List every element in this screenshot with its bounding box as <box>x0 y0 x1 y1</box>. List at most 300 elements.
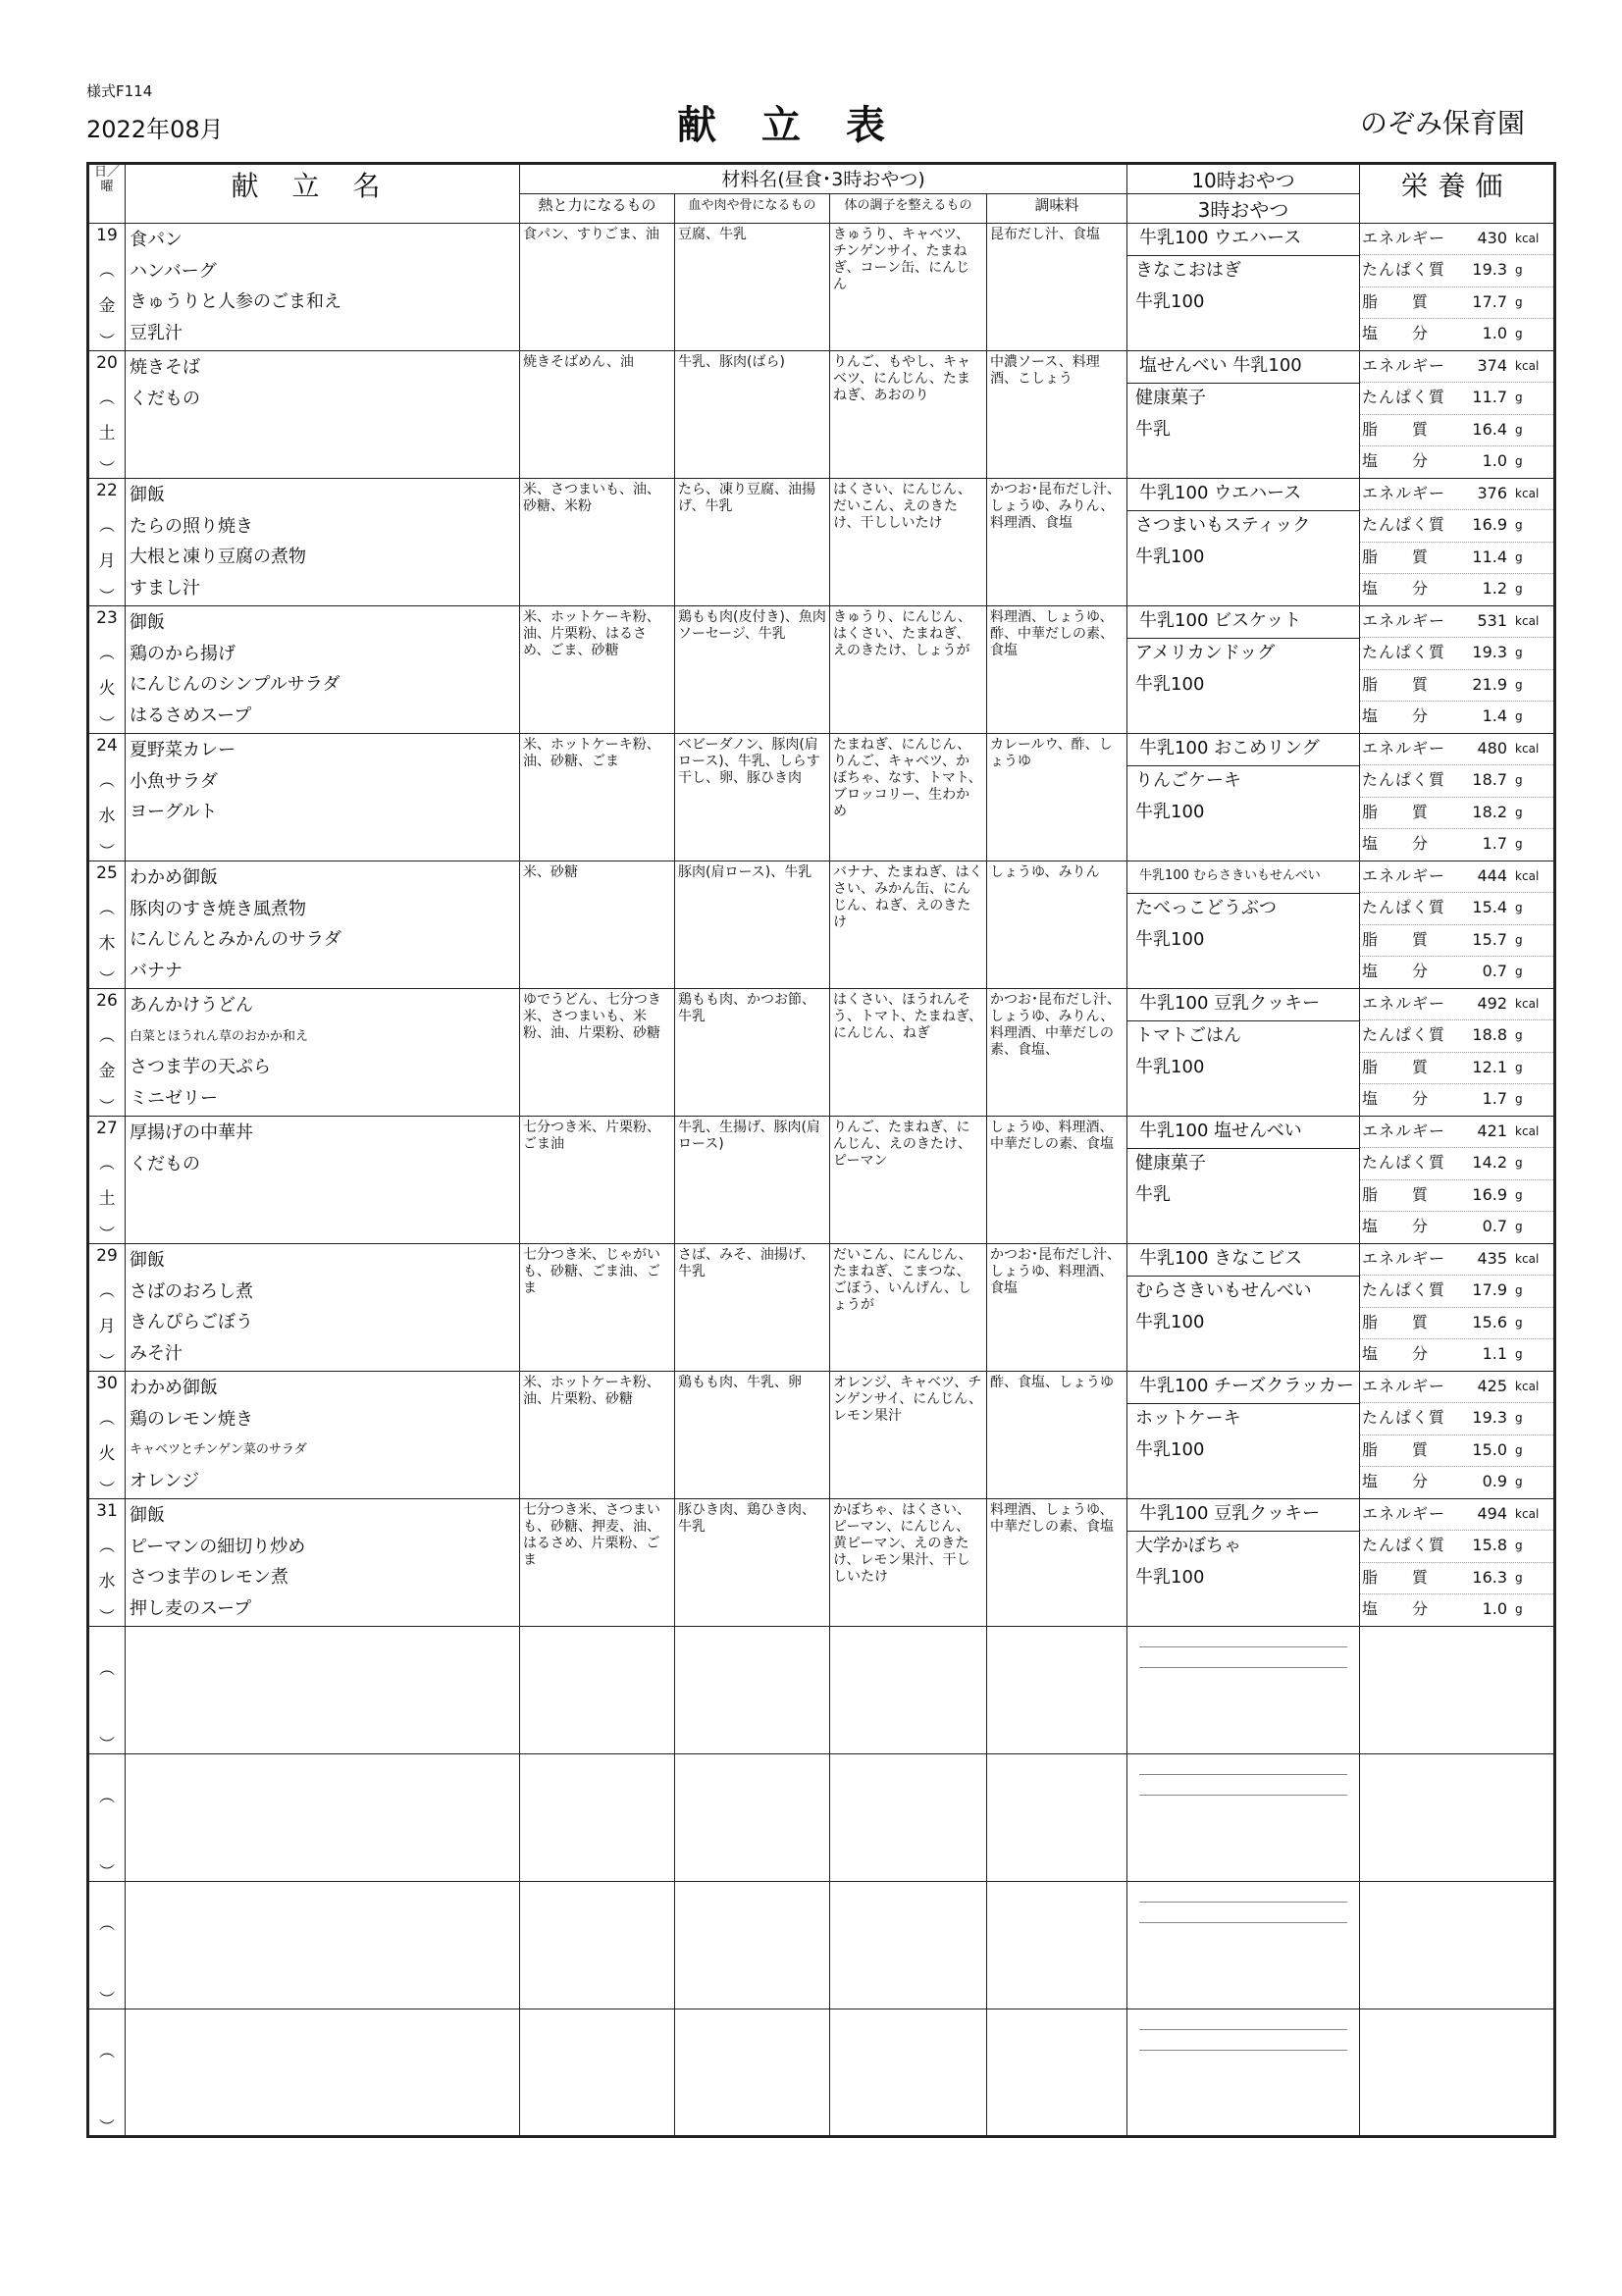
dish-list <box>126 1372 519 1497</box>
g-unit: g <box>1515 1315 1523 1330</box>
day-weekday: 水 <box>98 1572 116 1592</box>
seasonings: 料理酒、しょうゆ、酢、中華だしの素、食塩 <box>990 609 1114 658</box>
energy-value: 425 <box>1477 1377 1508 1395</box>
energy-value: 494 <box>1477 1504 1508 1523</box>
snack-10am: 牛乳100 塩せんべい <box>1127 1117 1359 1149</box>
paren-close: ︶ <box>98 2116 115 2136</box>
blood-foods: 鶏もも肉(皮付き)、魚肉ソーセージ、牛乳 <box>678 609 826 642</box>
snack-cell <box>1127 479 1359 604</box>
snack-3pm-drink: 牛乳100 <box>1135 1566 1205 1588</box>
protein-label: たんぱく質 <box>1362 770 1446 790</box>
page-title: 献立表 <box>677 103 930 148</box>
salt-label: 塩 分 <box>1362 450 1430 470</box>
day-date: 24 <box>96 736 118 756</box>
empty-snack-cell <box>1127 1882 1359 2008</box>
protein-value: 16.9 <box>1472 515 1508 535</box>
kcal-unit: kcal <box>1515 997 1540 1011</box>
dish-name: 焼きそば <box>130 357 200 378</box>
snack-3pm: きなこおはぎ <box>1135 259 1242 281</box>
dish-name: きゅうりと人参のごま和え <box>130 291 341 312</box>
body-foods: オレンジ、キャベツ、チンゲンサイ、にんじん、レモン果汁 <box>833 1375 983 1424</box>
paren-close: ︶ <box>98 1097 115 1116</box>
salt-label: 塩 分 <box>1362 1598 1430 1618</box>
paren-close: ︶ <box>98 969 115 988</box>
salt-label: 塩 分 <box>1362 1343 1430 1363</box>
energy-value: 480 <box>1477 739 1508 757</box>
blood-foods: 豆腐、牛乳 <box>678 227 747 242</box>
fat-value: 18.2 <box>1472 802 1508 821</box>
day-weekday: 水 <box>98 807 116 826</box>
day-date: 31 <box>96 1501 118 1521</box>
g-unit: g <box>1515 805 1523 819</box>
blood-foods: 鶏もも肉、かつお節、牛乳 <box>678 992 815 1024</box>
dish-name: ピーマンの細切り炒め <box>130 1536 306 1557</box>
nutrition-cell <box>1360 224 1553 349</box>
seasonings: かつお･昆布だし汁、しょうゆ、みりん、料理酒、中華だしの素、食塩、 <box>990 992 1121 1058</box>
snack-10am: 牛乳100 おこめリング <box>1127 734 1359 766</box>
header-menu-name: 献立名 <box>126 164 520 224</box>
snack-3pm: アメリカンドッグ <box>1135 642 1276 663</box>
body-foods: きゅうり、にんじん、はくさい、たまねぎ、えのきたけ、しょうが <box>833 609 971 658</box>
protein-label: たんぱく質 <box>1362 1025 1446 1045</box>
body-foods: りんご、もやし、キャベツ、にんじん、たまねぎ、あおのり <box>833 354 970 403</box>
energy-foods: 七分つき米、さつまいも、砂糖、押麦、油、はるさめ、片栗粉、ごま <box>523 1502 660 1568</box>
dish-list <box>126 861 519 987</box>
dish-name: オレンジ <box>130 1470 200 1491</box>
kcal-unit: kcal <box>1515 869 1540 883</box>
blood-foods: たら、凍り豆腐、油揚げ、牛乳 <box>678 482 815 514</box>
empty-snack-cell <box>1127 1627 1359 1752</box>
g-unit: g <box>1515 1091 1523 1106</box>
day-row <box>88 351 1555 479</box>
snack-cell <box>1127 989 1359 1115</box>
nutrition-cell <box>1360 351 1553 477</box>
kcal-unit: kcal <box>1515 1507 1540 1521</box>
day-weekday: 月 <box>98 551 116 571</box>
protein-label: たんぱく質 <box>1362 1536 1446 1555</box>
paren-open: ︵ <box>98 1281 115 1300</box>
energy-label: エネルギー <box>1362 994 1446 1013</box>
snack-3pm: ホットケーキ <box>1135 1407 1241 1429</box>
day-row <box>88 861 1555 989</box>
day-date: 26 <box>96 991 118 1011</box>
snack-10am: 牛乳100 豆乳クッキー <box>1127 989 1359 1021</box>
day-row <box>88 989 1555 1117</box>
protein-value: 18.7 <box>1472 770 1508 790</box>
snack-3pm-drink: 牛乳100 <box>1135 1438 1205 1460</box>
snack-3pm-drink: 牛乳100 <box>1135 928 1205 950</box>
energy-foods: 米、ホットケーキ粉、油、片栗粉、はるさめ、ごま、砂糖 <box>523 609 660 658</box>
salt-label: 塩 分 <box>1362 705 1430 725</box>
dish-name: バナナ <box>130 960 183 981</box>
snack-3pm-drink: 牛乳100 <box>1135 1311 1205 1332</box>
dish-name <box>130 829 519 861</box>
dish-name <box>130 446 519 478</box>
snack-3pm-drink: 牛乳100 <box>1135 1056 1205 1077</box>
energy-foods: 食パン、すりごま、油 <box>523 227 659 242</box>
energy-label: エネルギー <box>1362 1504 1446 1523</box>
empty-row <box>88 1754 1555 1882</box>
snack-3pm: 大学かぼちゃ <box>1135 1535 1242 1556</box>
seasonings: かつお･昆布だし汁、しょうゆ、料理酒、食塩 <box>990 1247 1121 1296</box>
menu-table <box>86 162 1556 2138</box>
snack-3pm-drink: 牛乳100 <box>1135 801 1205 822</box>
dish-list <box>126 1244 519 1370</box>
g-unit: g <box>1515 646 1523 660</box>
paren-close: ︶ <box>98 1989 115 2009</box>
fat-label: 脂 質 <box>1362 419 1430 439</box>
snack-10am: 牛乳100 チーズクラッカー <box>1127 1372 1359 1404</box>
dish-name: 押し麦のスープ <box>130 1597 252 1619</box>
header-seasoning: 調味料 <box>987 194 1127 224</box>
fat-label: 脂 質 <box>1362 1057 1430 1076</box>
energy-label: エネルギー <box>1362 611 1446 630</box>
dish-name: 厚揚げの中華丼 <box>130 1122 253 1143</box>
nutrition-cell <box>1360 1372 1553 1497</box>
day-row <box>88 1372 1555 1499</box>
protein-value: 15.4 <box>1472 898 1508 917</box>
g-unit: g <box>1515 1028 1523 1043</box>
protein-label: たんぱく質 <box>1362 898 1446 917</box>
body-foods: かぼちゃ、はくさい、ピーマン、にんじん、黄ピーマン、えのきたけ、レモン果汁、干ししいたけ <box>833 1502 970 1585</box>
paren-close: ︶ <box>98 332 115 350</box>
day-row <box>88 224 1555 351</box>
salt-label: 塩 分 <box>1362 833 1430 853</box>
paren-open: ︵ <box>98 644 115 662</box>
body-foods: りんご、たまねぎ、にんじん、えのきたけ、ピーマン <box>833 1120 971 1169</box>
g-unit: g <box>1515 677 1523 692</box>
salt-value: 0.7 <box>1482 1216 1508 1235</box>
day-weekday: 土 <box>98 1189 116 1209</box>
g-unit: g <box>1515 263 1523 278</box>
fat-value: 16.3 <box>1472 1567 1508 1587</box>
protein-value: 17.9 <box>1472 1280 1508 1300</box>
g-unit: g <box>1515 1442 1523 1457</box>
dish-name: くだもの <box>130 388 200 409</box>
energy-value: 421 <box>1477 1122 1508 1140</box>
g-unit: g <box>1515 1346 1523 1361</box>
energy-label: エネルギー <box>1362 1249 1446 1268</box>
blood-foods: 豚ひき肉、鶏ひき肉、牛乳 <box>678 1502 815 1535</box>
dish-name: ヨーグルト <box>130 802 218 822</box>
dish-name: 御飯 <box>130 485 165 505</box>
snack-3pm: りんごケーキ <box>1135 769 1242 791</box>
protein-value: 19.3 <box>1472 643 1508 662</box>
energy-label: エネルギー <box>1362 1377 1446 1395</box>
day-weekday: 金 <box>98 1062 116 1081</box>
day-weekday: 火 <box>98 679 116 699</box>
empty-row <box>88 1882 1555 2009</box>
energy-label: エネルギー <box>1362 229 1446 247</box>
day-date: 19 <box>96 226 118 245</box>
snack-cell <box>1127 351 1359 477</box>
paren-open: ︵ <box>98 1026 115 1045</box>
energy-value: 444 <box>1477 866 1508 885</box>
paren-open: ︵ <box>98 771 115 790</box>
energy-foods: 七分つき米、じゃがいも、砂糖、ごま油、ごま <box>523 1247 660 1296</box>
fat-value: 21.9 <box>1472 674 1508 694</box>
dish-list <box>126 1499 519 1625</box>
dish-name: あんかけうどん <box>130 995 253 1016</box>
body-foods: たまねぎ、にんじん、りんご、キャベツ、かぼちゃ、なす、トマト、ブロッコリー、生わかめ <box>833 737 982 819</box>
snack-10am: 牛乳100 ウエハース <box>1127 224 1359 256</box>
snack-cell <box>1127 224 1359 349</box>
form-code: 様式F114 <box>86 82 153 100</box>
protein-value: 19.3 <box>1472 260 1508 280</box>
paren-open: ︵ <box>98 1154 115 1173</box>
blood-foods: さば、みそ、油揚げ、牛乳 <box>678 1247 815 1279</box>
protein-label: たんぱく質 <box>1362 515 1446 535</box>
fat-value: 16.9 <box>1472 1184 1508 1204</box>
fat-label: 脂 質 <box>1362 1312 1430 1331</box>
g-unit: g <box>1515 1601 1523 1616</box>
header-nutrition: 栄養価 <box>1360 164 1555 224</box>
dish-name: わかめ御飯 <box>130 867 218 888</box>
day-row <box>88 1117 1555 1244</box>
snack-3pm-drink: 牛乳 <box>1135 418 1172 440</box>
salt-value: 1.0 <box>1482 450 1508 470</box>
body-foods: きゅうり、キャベツ、チンゲンサイ、たまねぎ、コーン缶、にんじん <box>833 227 970 292</box>
fat-label: 脂 質 <box>1362 1184 1430 1204</box>
dish-name <box>130 1212 519 1243</box>
energy-foods: 焼きそばめん、油 <box>523 354 634 370</box>
snack-3pm: さつまいもスティック <box>1135 514 1311 536</box>
paren-open: ︵ <box>98 516 115 535</box>
g-unit: g <box>1515 581 1523 596</box>
g-unit: g <box>1515 1570 1523 1585</box>
paren-close: ︶ <box>98 1861 115 1881</box>
snack-3pm-drink: 牛乳100 <box>1135 673 1205 695</box>
nutrition-cell <box>1360 861 1553 987</box>
header-snack3: 3時おやつ <box>1127 194 1360 224</box>
g-unit: g <box>1515 549 1523 564</box>
fat-label: 脂 質 <box>1362 674 1430 694</box>
paren-close: ︶ <box>98 714 115 733</box>
paren-close: ︶ <box>98 587 115 605</box>
day-row <box>88 1499 1555 1627</box>
kcal-unit: kcal <box>1515 359 1540 373</box>
energy-value: 531 <box>1477 611 1508 630</box>
fat-value: 15.6 <box>1472 1312 1508 1331</box>
day-row <box>88 606 1555 734</box>
blood-foods: 牛乳、生揚げ、豚肉(肩ロース) <box>678 1120 820 1152</box>
snack-3pm: たべっこどうぶつ <box>1135 897 1278 918</box>
salt-value: 1.4 <box>1482 705 1508 725</box>
day-weekday: 金 <box>98 296 116 316</box>
dish-name: さつま芋のレモン煮 <box>130 1567 288 1588</box>
nutrition-cell <box>1360 734 1553 860</box>
snack-cell <box>1127 1499 1359 1625</box>
snack-3pm: むらさきいもせんべい <box>1135 1279 1312 1301</box>
paren-open: ︵ <box>98 2041 115 2061</box>
kcal-unit: kcal <box>1515 742 1540 756</box>
dish-name: 御飯 <box>130 612 165 633</box>
empty-row <box>88 2009 1555 2137</box>
paren-close: ︶ <box>98 1352 115 1371</box>
snack-10am: 塩せんべい 牛乳100 <box>1127 351 1359 384</box>
snack-cell <box>1127 1117 1359 1242</box>
dish-list <box>126 224 519 349</box>
seasonings: 中濃ソース、料理酒、こしょう <box>990 354 1100 387</box>
energy-value: 435 <box>1477 1249 1508 1268</box>
snack-3pm: 健康菓子 <box>1135 387 1207 408</box>
paren-open: ︵ <box>98 1913 115 1933</box>
energy-label: エネルギー <box>1362 356 1446 375</box>
paren-close: ︶ <box>98 842 115 861</box>
salt-label: 塩 分 <box>1362 578 1430 598</box>
salt-value: 0.9 <box>1482 1471 1508 1490</box>
day-row <box>88 1244 1555 1372</box>
paren-close: ︶ <box>98 1734 115 1753</box>
paren-open: ︵ <box>98 389 115 407</box>
dish-name: キャベツとチンゲン菜のサラダ <box>130 1442 307 1457</box>
dish-name: ハンバーグ <box>130 260 217 282</box>
dish-name: 御飯 <box>130 1250 165 1271</box>
g-unit: g <box>1515 773 1523 788</box>
paren-close: ︶ <box>98 1607 115 1626</box>
header-snack10: 10時おやつ <box>1127 164 1360 194</box>
nutrition-cell <box>1360 1499 1553 1625</box>
dish-name: くだもの <box>130 1153 200 1174</box>
snack-cell <box>1127 861 1359 987</box>
dish-name: 豚肉のすき焼き風煮物 <box>130 898 306 919</box>
energy-label: エネルギー <box>1362 484 1446 502</box>
energy-foods: ゆでうどん、七分つき米、さつまいも、米粉、油、片栗粉、砂糖 <box>523 992 661 1041</box>
g-unit: g <box>1515 1411 1523 1426</box>
day-date: 20 <box>96 353 118 373</box>
seasonings: カレールウ、酢、しょうゆ <box>990 737 1113 769</box>
day-date: 27 <box>96 1119 118 1138</box>
fat-label: 脂 質 <box>1362 929 1430 949</box>
g-unit: g <box>1515 1156 1523 1171</box>
snack-3pm-drink: 牛乳 <box>1135 1183 1172 1205</box>
salt-label: 塩 分 <box>1362 323 1430 342</box>
energy-foods: 米、さつまいも、油、砂糖、米粉 <box>523 482 660 514</box>
kcal-unit: kcal <box>1515 232 1540 245</box>
header-day: 日／曜 <box>88 164 126 224</box>
energy-foods: 米、砂糖 <box>523 864 578 880</box>
day-date: 23 <box>96 608 118 628</box>
g-unit: g <box>1515 326 1523 340</box>
g-unit: g <box>1515 901 1523 915</box>
energy-foods: 米、ホットケーキ粉、油、砂糖、ごま <box>523 737 660 769</box>
protein-value: 18.8 <box>1472 1025 1508 1045</box>
seasonings: 昆布だし汁、食塩 <box>990 227 1100 242</box>
blood-foods: ベビーダノン、豚肉(肩ロース)、牛乳、しらす干し、卵、豚ひき肉 <box>678 737 820 786</box>
g-unit: g <box>1515 391 1523 405</box>
kcal-unit: kcal <box>1515 1124 1540 1138</box>
energy-foods: 七分つき米、片栗粉、ごま油 <box>523 1120 660 1152</box>
nutrition-cell <box>1360 606 1553 732</box>
day-weekday: 月 <box>98 1317 116 1336</box>
snack-3pm: 健康菓子 <box>1135 1152 1207 1174</box>
dish-name: 鶏のから揚げ <box>130 643 235 664</box>
snack-3pm: トマトごはん <box>1135 1024 1242 1046</box>
salt-value: 1.2 <box>1482 578 1508 598</box>
g-unit: g <box>1515 964 1523 978</box>
fat-label: 脂 質 <box>1362 1567 1430 1587</box>
seasonings: かつお･昆布だし汁、しょうゆ、みりん、料理酒、食塩 <box>990 482 1121 531</box>
g-unit: g <box>1515 708 1523 723</box>
dish-list <box>126 989 519 1115</box>
dish-name: さばのおろし煮 <box>130 1280 253 1302</box>
snack-10am: 牛乳100 豆乳クッキー <box>1127 1499 1359 1532</box>
energy-value: 374 <box>1477 356 1508 375</box>
dish-name: きんぴらごぼう <box>130 1312 253 1332</box>
g-unit: g <box>1515 294 1523 309</box>
protein-label: たんぱく質 <box>1362 388 1446 407</box>
snack-cell <box>1127 606 1359 732</box>
paren-close: ︶ <box>98 1480 115 1498</box>
g-unit: g <box>1515 1060 1523 1074</box>
body-foods: バナナ、たまねぎ、はくさい、みかん缶、にんじん、ねぎ、えのきたけ <box>833 864 983 930</box>
g-unit: g <box>1515 1474 1523 1488</box>
fat-label: 脂 質 <box>1362 291 1430 311</box>
fat-label: 脂 質 <box>1362 1439 1430 1459</box>
dish-list <box>126 479 519 604</box>
paren-close: ︶ <box>98 459 115 478</box>
salt-value: 1.1 <box>1482 1343 1508 1363</box>
salt-label: 塩 分 <box>1362 961 1430 980</box>
dish-name: にんじんとみかんのサラダ <box>130 929 341 950</box>
snack-10am: 牛乳100 きなこビス <box>1127 1244 1359 1277</box>
protein-label: たんぱく質 <box>1362 1280 1446 1300</box>
g-unit: g <box>1515 453 1523 468</box>
day-row <box>88 734 1555 861</box>
dish-name: みそ汁 <box>130 1342 183 1364</box>
protein-value: 11.7 <box>1472 388 1508 407</box>
day-date: 30 <box>96 1374 118 1393</box>
salt-label: 塩 分 <box>1362 1216 1430 1235</box>
salt-value: 1.7 <box>1482 833 1508 853</box>
nutrition-cell <box>1360 1117 1553 1242</box>
fat-value: 15.7 <box>1472 929 1508 949</box>
dish-name: にんじんのシンプルサラダ <box>130 674 340 695</box>
protein-label: たんぱく質 <box>1362 260 1446 280</box>
fat-value: 16.4 <box>1472 419 1508 439</box>
protein-value: 15.8 <box>1472 1536 1508 1555</box>
body-foods: はくさい、にんじん、だいこん、えのきたけ、干ししいたけ <box>833 482 971 531</box>
dish-name: たらの照り焼き <box>130 515 253 537</box>
kcal-unit: kcal <box>1515 614 1540 628</box>
dish-name: 夏野菜カレー <box>130 740 235 760</box>
header-energy-foods: 熱と力になるもの <box>520 194 675 224</box>
energy-value: 492 <box>1477 994 1508 1013</box>
dish-list <box>126 606 519 732</box>
dish-name: さつま芋の天ぷら <box>130 1057 271 1077</box>
day-row <box>88 479 1555 606</box>
day-date: 25 <box>96 863 118 883</box>
g-unit: g <box>1515 1187 1523 1202</box>
day-date: 29 <box>96 1246 118 1266</box>
protein-value: 14.2 <box>1472 1153 1508 1173</box>
g-unit: g <box>1515 836 1523 851</box>
year-month: 2022年08月 <box>86 116 224 143</box>
g-unit: g <box>1515 1539 1523 1553</box>
protein-label: たんぱく質 <box>1362 643 1446 662</box>
salt-value: 1.0 <box>1482 1598 1508 1618</box>
paren-open: ︵ <box>98 1537 115 1555</box>
energy-value: 376 <box>1477 484 1508 502</box>
dish-name: わかめ御飯 <box>130 1378 218 1398</box>
dish-list <box>126 351 519 477</box>
fat-value: 11.4 <box>1472 547 1508 566</box>
paren-open: ︵ <box>98 1409 115 1428</box>
empty-row <box>88 1627 1555 1754</box>
kcal-unit: kcal <box>1515 1380 1540 1393</box>
energy-label: エネルギー <box>1362 1122 1446 1140</box>
dish-name <box>130 415 519 446</box>
